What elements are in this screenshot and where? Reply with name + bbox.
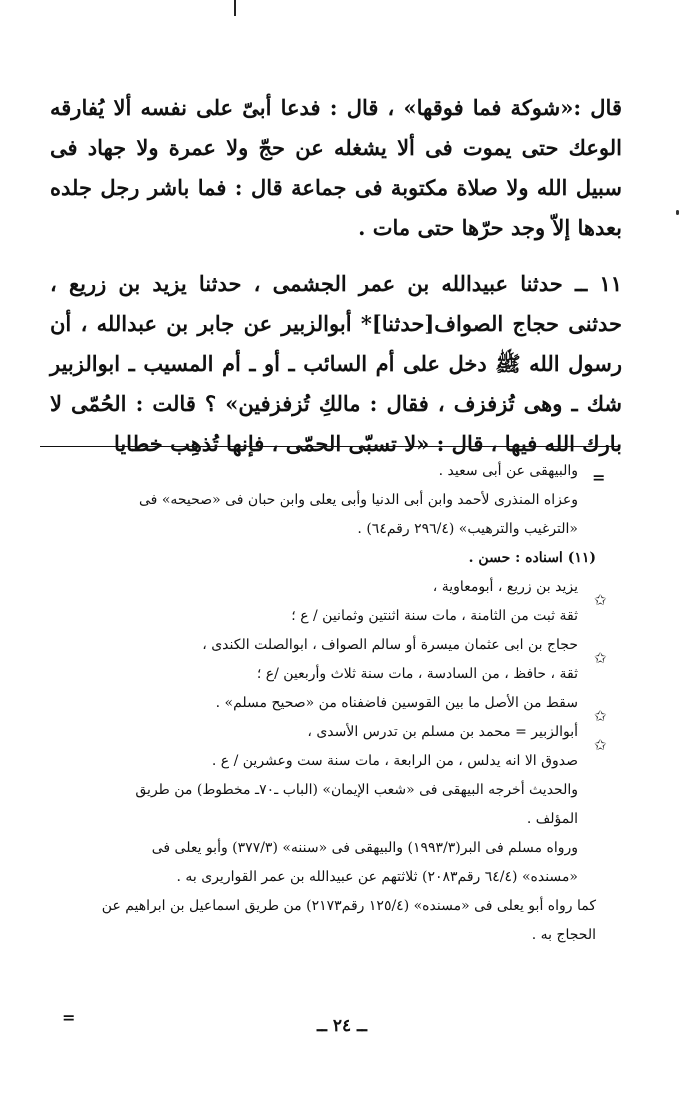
footnote-line: ثقة ، حافظ ، من السادسة ، مات سنة ثلاث وأربعين /ع ؛ bbox=[256, 666, 578, 682]
continuation-mark-end: = bbox=[62, 1008, 76, 1027]
star-marker: ✩ bbox=[594, 707, 607, 725]
star-marker: ✩ bbox=[594, 649, 607, 667]
hadith-paragraph bbox=[50, 264, 622, 464]
ink-speck bbox=[676, 210, 679, 215]
star-marker: ✩ bbox=[594, 591, 607, 609]
footnote-line: أبوالزبير = محمد بن مسلم بن تدرس الأسدى ، bbox=[307, 724, 578, 740]
footnote-line: كما رواه أبو يعلى فى «مسنده» (١٢٥/٤ رقم٢١٧٣) من طريق اسماعيل بن ابراهيم عن bbox=[101, 898, 596, 914]
footnote-line: ثقة ثبت من الثامنة ، مات سنة اثنتين وثمانين / ع ؛ bbox=[291, 608, 578, 624]
footnote-line: «مسنده» (٦٤/٤ رقم٢٠٨٣) ثلاثتهم عن عبيدالله بن عمر القواريرى به . bbox=[176, 869, 578, 885]
footnote-line: «الترغيب والترهيب» (٢٩٦/٤ رقم٦٤) . bbox=[357, 521, 578, 537]
main-paragraph: قال :«شوكة فما فوقها» ، قال : فدعا أبىّ على نفسه ألا يُفارقه الوعك حتى يموت فى ألا يشغله عن حجّ ولا عمرة ولا جهاد فى سبيل الله ولا صلاة مكتوبة فى جماعة قال : فما باشر رجل جلده بعدها إلاّ وجد حرّها حتى مات . bbox=[50, 95, 622, 240]
footnote-divider bbox=[40, 446, 620, 447]
continuation-mark: = bbox=[592, 468, 606, 487]
footnote-line: والبيهقى عن أبى سعيد . bbox=[438, 463, 578, 479]
footnote-heading: (١١) اسناده : حسن . bbox=[468, 550, 596, 566]
margin-tick bbox=[234, 0, 236, 16]
hadith-number: ١١ ــ bbox=[574, 271, 622, 296]
footnote-line: ورواه مسلم فى البر(١٩٩٣/٣) والبيهقى فى «سننه» (٣٧٧/٣) وأبو يعلى فى bbox=[151, 840, 578, 856]
page-number: ــ ٢٤ ــ bbox=[316, 1016, 368, 1036]
footnote-line: الحجاج به . bbox=[531, 927, 596, 943]
footnote-line: والحديث أخرجه البيهقى فى «شعب الإيمان» (الباب ـ٧٠ـ مخطوط) من طريق bbox=[135, 782, 578, 798]
footnote-line: يزيد بن زريع ، أبومعاوية ، bbox=[432, 579, 578, 595]
footnote-line: حجاج بن ابى عثمان ميسرة أو سالم الصواف ، ابوالصلت الكندى ، bbox=[202, 637, 578, 653]
footnote-line: صدوق الا انه يدلس ، من الرابعة ، مات سنة ست وعشرين / ع . bbox=[211, 753, 578, 769]
footnote-line: وعزاه المنذرى لأحمد وابن أبى الدنيا وأبى يعلى وابن حبان فى «صحيحه» فى bbox=[139, 492, 578, 508]
footnotes bbox=[50, 457, 596, 950]
hadith-text: حدثنا عبيدالله بن عمر الجشمى ، حدثنا يزيد بن زريع ، حدثنى حجاج الصواف[حدثنا]* أبوالزبير عن جابر بن عبدالله ، أن رسول الله ﷺ دخل على أم السائب ـ أو ـ أم المسيب ـ ابوالزبير شك ـ وهى تُزفزف ، فقال : مالكِ تُزفزفين» ؟ قالت : الحُمّى لا بارك الله فيها ، قال : «لا تسبّى الحمّى ، فإنها تُذهِب خطايا bbox=[50, 271, 622, 456]
footnote-line: سقط من الأصل ما بين القوسين فاضفناه من «صحيح مسلم» . bbox=[215, 695, 578, 711]
main-text bbox=[50, 88, 622, 464]
star-marker: ✩ bbox=[594, 736, 607, 754]
footnote-line: المؤلف . bbox=[526, 811, 578, 827]
